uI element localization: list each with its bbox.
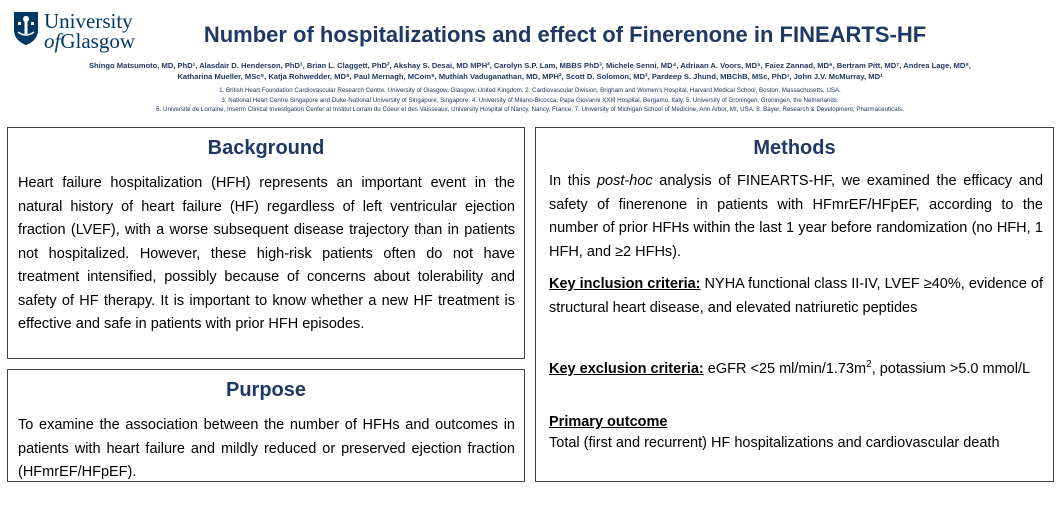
author-line: Shingo Matsumoto, MD, PhD¹, Alasdair D. Henderson, PhD¹, Brian L. Claggett, PhD², Akshay S. Desai, MD MPH², Carolyn S.P. Lam, MBBS PhD³, Michele Senni, MD⁴, Adriaan A. Voors, MD⁵, Faiez Zannad, MD⁶, Bertram Pitt, MD⁷, Andrea Lage, MD⁸, [88,61,972,70]
background-panel [7,127,525,359]
methods-heading: Methods [753,137,836,159]
primary-outcome-label: Primary outcome [549,414,668,430]
affiliation-line: 6. Université de Lorraine, Inserm Clinical Investigation Center at Institut Lorrain du Coeur et des Vaisseaux, University Hospital of Nancy, Nancy, France. 7. University of Michigan School of Medicine, Ann Arbor, MI, USA. 8. Bayer, Research & Development, Pharmaceuticals. [156,106,904,113]
purpose-panel [7,369,525,482]
background-text: Heart failure hospitalization (HFH) represents an important event in the natural history of heart failure (HF) regardless of left ventricular ejection fraction (LVEF), with a worse subsequent disease trajectory than in patients not hospitalized. However, these high-risk patients often do not have treatment intensified, possibly because of concerns about tolerability and safety of HF therapy. It is important to know whether a new HF treatment is effective and safe in patients with prior HFH episodes. [18,175,515,332]
inclusion-criteria: Key inclusion criteria: NYHA functional class II-IV, LVEF ≥40%, evidence of structural heart disease, and elevated natriuretic peptides [549,276,1044,316]
methods-intro: In this post-hoc analysis of FINEARTS-HF, we examined the efficacy and safety of finerenone in patients with HFmrEF/HFpEF, according to the number of prior HFHs within the last 1 year before randomization (no HFH, 1 HFH, and ≥2 HFHs). [549,173,1044,260]
purpose-text: To examine the association between the number of HFHs and outcomes in patients with heart failure and mildly reduced or preserved ejection fraction (HFmrEF/HFpEF). [18,417,515,480]
primary-outcome-text: Total (first and recurrent) HF hospitalizations and cardiovascular death [549,435,1000,451]
affiliation-line: 1. British Heart Foundation Cardiovascular Research Centre, University of Glasgow, Glasgow, United Kingdom. 2. Cardiovascular Division, Brigham and Women's Hospital, Harvard Medical School, Boston, Massachusetts, USA. [219,87,841,94]
methods-panel [535,127,1054,482]
author-list [40,60,1020,82]
inclusion-label: Key inclusion criteria: [549,276,701,292]
logo-glasgow-text: ofGlasgow [44,29,136,53]
logo-university-text: University [44,9,133,33]
affiliation-list [40,86,1020,115]
crest-icon [12,10,40,46]
poster-title: Number of hospitalizations and effect of Finerenone in FINEARTS-HF [203,22,927,47]
background-heading: Background [207,137,325,159]
exclusion-criteria: Key exclusion criteria: eGFR <25 $ml/\min/1.73m^2$, potassium >5.0 mmol/L [549,359,1031,377]
purpose-heading: Purpose [225,379,307,401]
affiliation-line: 3. National Heart Centre Singapore and Duke-National University of Singapore, Singapore. 4. University of Milano-Bicocca, Papa Giovanni XXIII Hospital, Bergamo, Italy. 5. University of Groningen, Groningen, the Netherlands. [221,96,839,104]
author-line: Katharina Mueller, MSc⁸, Katja Rohwedder, MD⁸, Paul Mernagh, MCom⁸, Muthiah Vaduganathan, MD, MPH², Scott D. Solomon, MD², Pardeep S. Jhund, MBChB, MSc, PhD¹, John J.V. McMurray, MD¹ [177,72,883,81]
exclusion-label: Key exclusion criteria: [549,360,704,377]
university-logo [12,8,142,54]
post-hoc-italic: post-hoc [596,173,653,189]
